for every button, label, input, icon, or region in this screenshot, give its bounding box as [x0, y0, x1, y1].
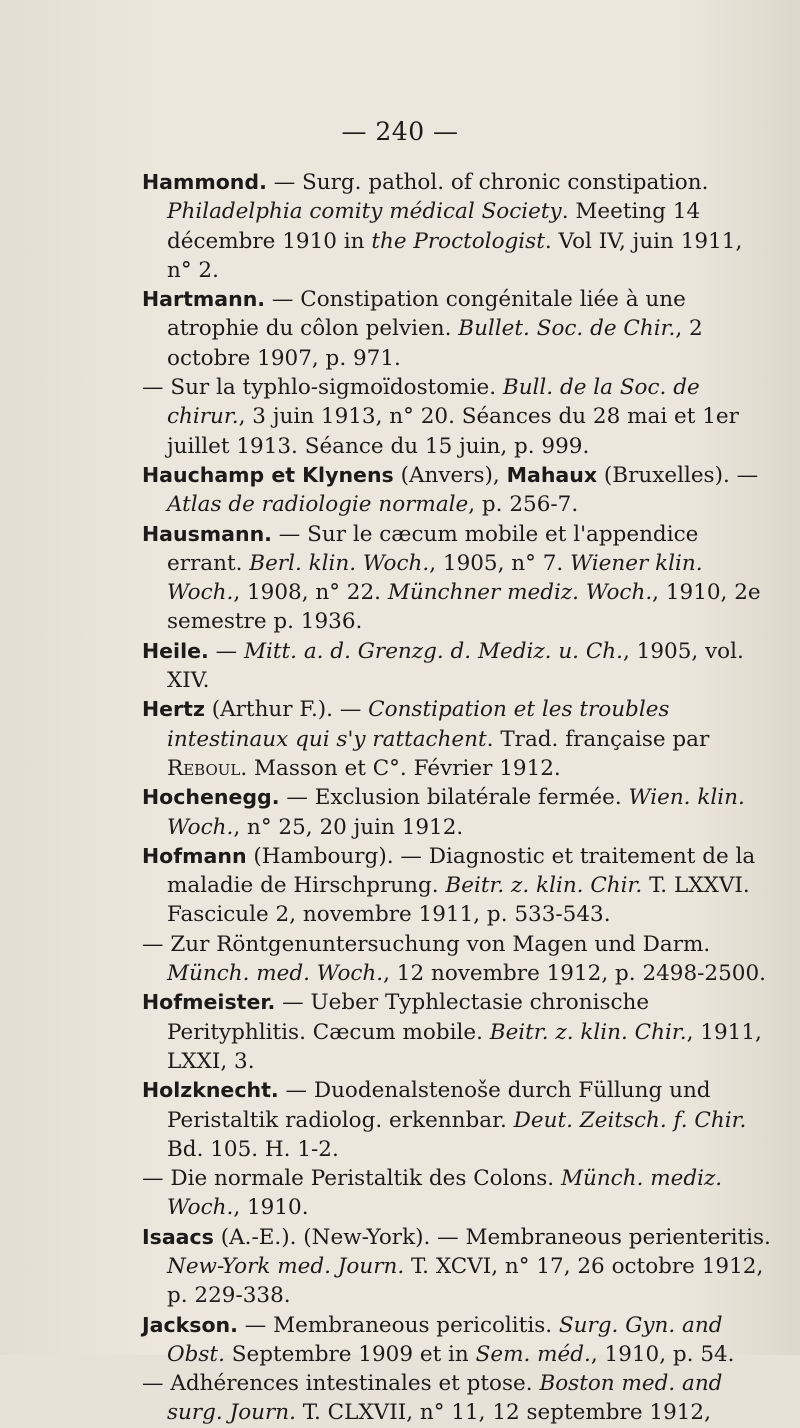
entry-text: , 1908, n° 22. — [233, 580, 388, 606]
entry-text: Zur Röntgenuntersuchung von Magen und Darm. — [170, 931, 711, 957]
entry-text: — — [142, 1371, 171, 1397]
bibliography-entry — [142, 930, 772, 989]
entry-text: Surg. pathol. of chronic constipation. — [302, 170, 709, 195]
entry-journal: Beitr. z. klin. Chir. — [445, 873, 643, 899]
entry-text: T. XCVI, n° 17, 26 octobre 1912, p. 229-338. — [167, 1253, 764, 1309]
entry-text: (A.-E.). (New-York). — — [213, 1224, 466, 1250]
entry-author: Heile. — [142, 638, 209, 663]
bibliography-entry — [142, 1164, 772, 1223]
entry-text: , 2 octobre 1907, p. 971. — [167, 316, 703, 371]
entry-author: Jackson. — [142, 1312, 238, 1337]
bibliography-entry — [142, 373, 772, 461]
entry-text: . Masson et C°. Février 1912. — [240, 755, 561, 781]
entry-text: Diagnostic et traitement de la maladie de Hirschprung. — [167, 843, 756, 899]
entry-text: , 1910, 2e semestre p. 1936. — [167, 580, 761, 635]
entry-journal: Mitt. a. d. Grenzg. d. Mediz. u. Ch. — [243, 638, 623, 664]
page-number: — 240 — — [341, 117, 459, 146]
entry-text: , 1905, n° 7. — [429, 550, 571, 576]
entry-journal: Constipation et les troubles intestinaux qui s'y rattachent — [167, 697, 670, 752]
entry-text: — — [266, 170, 303, 195]
bibliography-entry — [142, 988, 772, 1076]
entry-text: , 12 novembre 1912, p. 2498-2500. — [383, 961, 766, 987]
entry-text: Duodenalstenoše durch Füllung und Peristaltik radiolog. erkennbar. — [167, 1078, 711, 1133]
entry-text: . Trad. française par — [486, 726, 710, 752]
bibliography-entry — [142, 461, 772, 520]
bibliography-list — [142, 168, 772, 1428]
entry-text: , 3 juin 1913, n° 20. Séances du 28 mai et 1er juillet 1913. Séance du 15 juin, p. 999. — [167, 404, 739, 459]
bibliography-entry — [142, 637, 772, 696]
entry-journal: Deut. Zeitsch. f. Chir. — [513, 1107, 747, 1133]
entry-author: Hammond. — [142, 170, 267, 194]
entry-text: — — [142, 931, 171, 957]
entry-text: Adhérences intestinales et ptose. — [170, 1371, 540, 1397]
entry-text: — — [275, 990, 311, 1016]
entry-text: Ueber Typhlectasie chronische Perityphlitis. Cæcum mobile. — [167, 990, 650, 1045]
entry-text: — — [237, 1312, 274, 1338]
entry-text: , p. 256-7. — [468, 492, 579, 518]
entry-author: Hertz — [142, 697, 205, 722]
entry-text: , 1911, LXXI, 3. — [167, 1019, 762, 1074]
entry-journal: Philadelphia comity médical Society — [167, 199, 562, 225]
entry-text: T. CLXVII, n° 11, 12 septembre 1912, — [295, 1400, 711, 1426]
bibliography-entry — [142, 520, 772, 637]
entry-translator: Reboul — [167, 755, 241, 781]
entry-journal: the Proctologist — [371, 228, 545, 254]
entry-journal: Münch. mediz. Woch. — [167, 1166, 723, 1221]
entry-journal: Bull. de la Soc. de chirur. — [167, 375, 700, 430]
entry-text: (Arthur F.). — — [204, 697, 369, 723]
entry-text: — — [142, 375, 171, 401]
entry-text: — — [271, 521, 308, 547]
entry-text: . Vol IV, juin 1911, n° 2. — [167, 228, 743, 283]
entry-author: Hausmann. — [142, 521, 272, 546]
entry-text: (Bruxelles). — — [597, 462, 759, 488]
entry-text: Sur la typhlo-sigmoïdostomie. — [170, 375, 503, 401]
entry-text: — — [265, 287, 301, 313]
entry-journal: Bullet. Soc. de Chir. — [458, 316, 676, 342]
entry-text: Septembre 1909 et in — [224, 1341, 476, 1367]
entry-text: — — [278, 1078, 314, 1104]
entry-journal: Surg. Gyn. and Obst. — [167, 1312, 723, 1367]
entry-text: — — [279, 785, 315, 811]
bibliography-entry — [142, 695, 772, 783]
entry-text: , n° 25, 20 juin 1912. — [233, 814, 464, 840]
entry-text: (Hambourg). — — [246, 843, 429, 869]
entry-text: Sur le cæcum mobile et l'appendice errant. — [167, 521, 699, 576]
entry-text: . Meeting 14 décembre 1910 in — [167, 199, 701, 254]
entry-journal: Atlas de radiologie normale — [167, 492, 469, 518]
bibliography-entry — [142, 168, 772, 285]
bibliography-entry — [142, 1311, 772, 1370]
bibliography-entry — [142, 1076, 772, 1164]
entry-journal: Sem. méd. — [475, 1341, 591, 1367]
entry-text: T. LXXVI. Fascicule 2, novembre 1911, p. 533-543. — [167, 873, 750, 928]
entry-author: Hauchamp et Klynens — [142, 462, 394, 487]
entry-author: Hochenegg. — [142, 785, 280, 810]
entry-text: Membraneous pericolitis. — [273, 1312, 559, 1338]
entry-journal: Boston med. and surg. Journ. — [167, 1371, 723, 1426]
entry-text: (Anvers), — [393, 462, 507, 488]
entry-author: Hofmann — [142, 843, 247, 868]
entry-text: Exclusion bilatérale fermée. — [314, 785, 629, 811]
entry-journal: Wiener klin. Woch. — [167, 550, 703, 606]
entry-journal: Münch. med. Woch. — [167, 961, 384, 987]
entry-author: Holzknecht. — [142, 1078, 279, 1103]
entry-journal: Beitr. z. klin. Chir. — [489, 1019, 687, 1045]
bibliography-entry — [142, 285, 772, 373]
entry-text: Constipation congénitale liée à une atrophie du côlon pelvien. — [167, 287, 686, 342]
entry-author: Mahaux — [506, 462, 598, 487]
entry-author: Isaacs — [142, 1224, 214, 1249]
entry-author: Hartmann. — [142, 287, 266, 312]
entry-journal: Münchner mediz. Woch. — [387, 580, 653, 606]
bibliography-entry — [142, 783, 772, 842]
entry-journal: Wien. klin. Woch. — [167, 785, 745, 840]
entry-text: , 1910. — [233, 1195, 309, 1221]
entry-text: Bd. 105. H. 1-2. — [167, 1136, 339, 1162]
bibliography-entry — [142, 1223, 772, 1311]
entry-text: , 1910, p. 54. — [590, 1341, 735, 1367]
bibliography-entry — [142, 842, 772, 930]
bibliography-entry — [142, 1369, 772, 1428]
entry-text: Die normale Peristaltik des Colons. — [170, 1166, 561, 1192]
entry-author: Hofmeister. — [142, 990, 276, 1015]
entry-text: — — [142, 1166, 171, 1192]
entry-text: — — [208, 638, 244, 664]
entry-journal: Berl. klin. Woch. — [249, 550, 430, 576]
entry-text: , 1905, vol. XIV. — [167, 638, 744, 694]
entry-text: Membraneous perienteritis. — [465, 1224, 771, 1250]
entry-journal: New-York med. Journ. — [167, 1253, 405, 1279]
